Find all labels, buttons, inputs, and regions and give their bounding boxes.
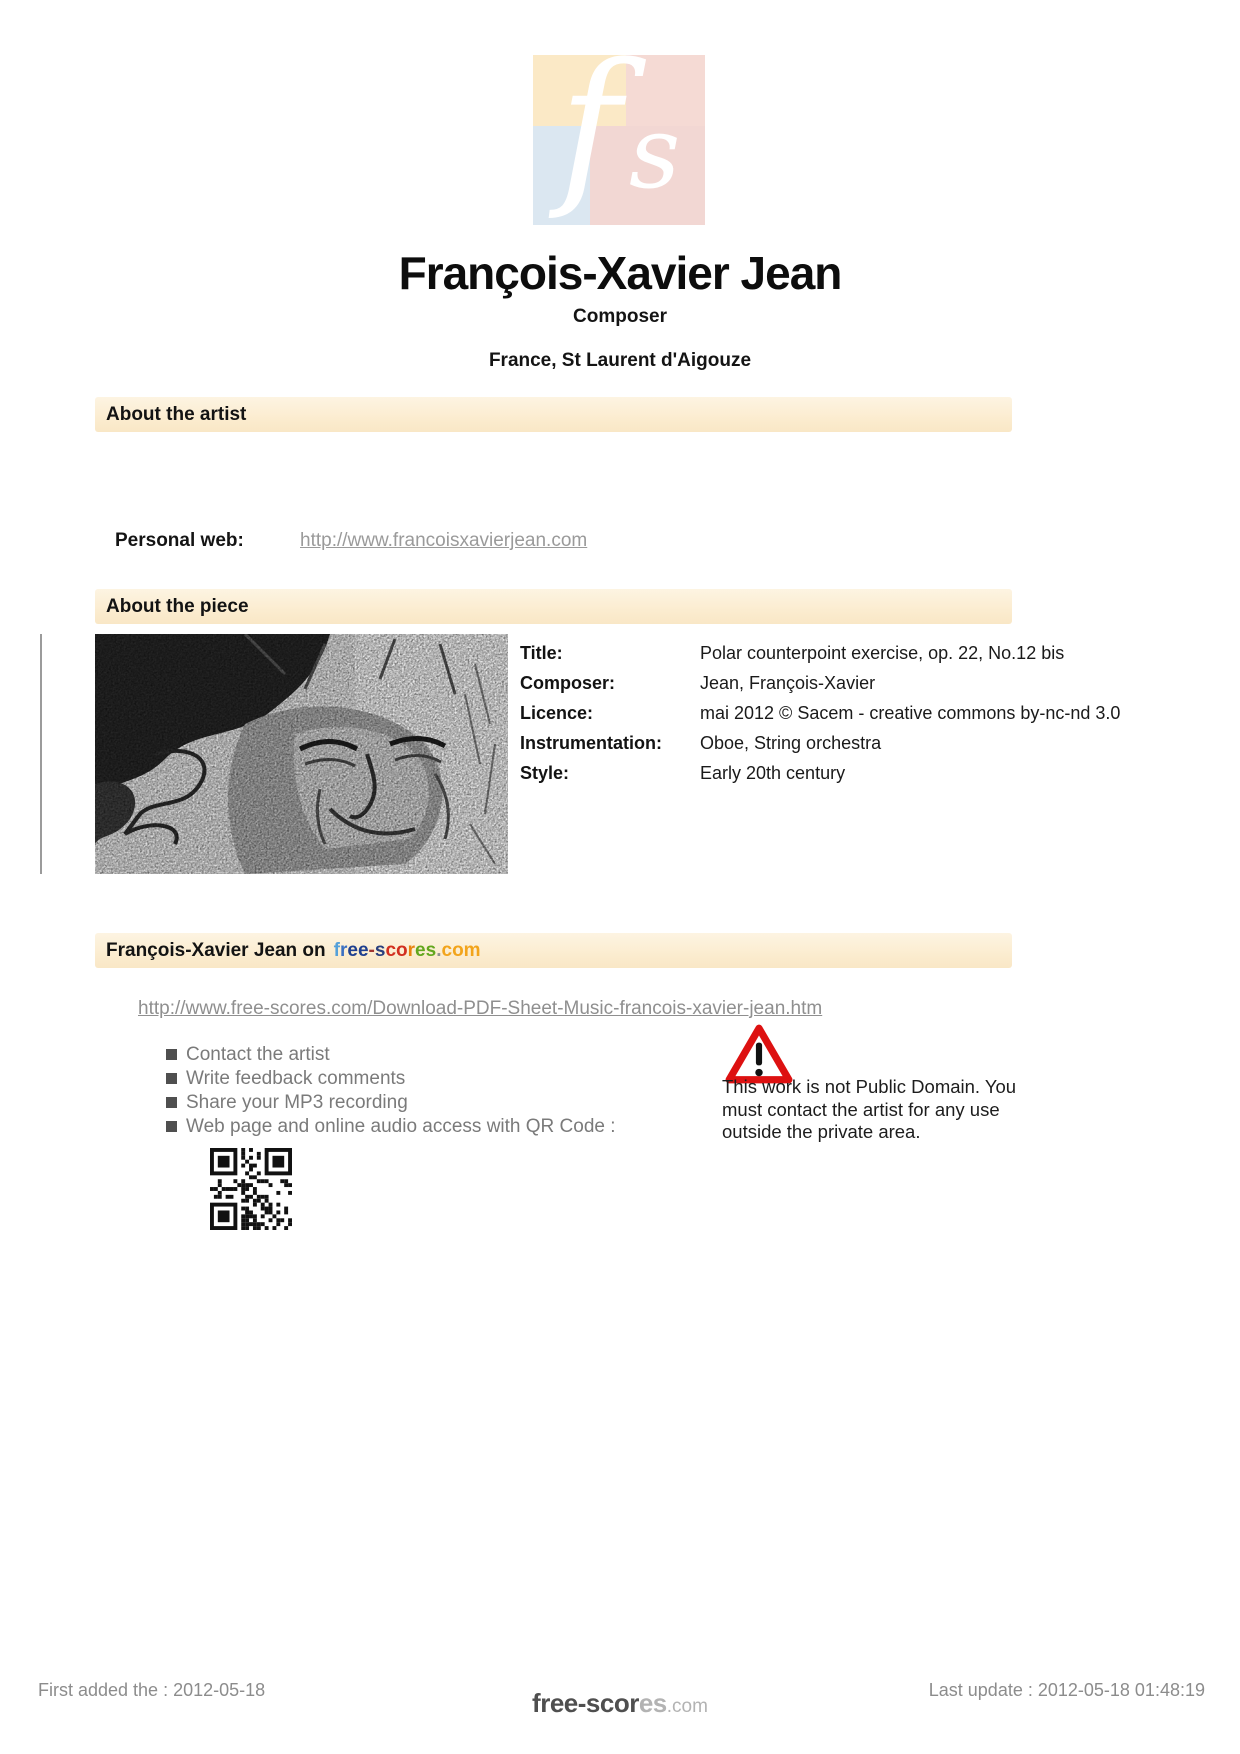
- brand-letter: e: [415, 940, 426, 961]
- bullet-square-icon: [166, 1121, 177, 1132]
- first-added-date: First added the : 2012-05-18: [38, 1680, 266, 1700]
- brand-letter: m: [463, 940, 481, 961]
- download-page-link[interactable]: http://www.free-scores.com/Download-PDF-Sheet-Music-francois-xavier-jean.htm: [138, 998, 823, 1019]
- piece-fields: [520, 638, 1120, 788]
- composer-location: France, St Laurent d'Aigouze: [488, 350, 752, 371]
- list-item: [166, 1043, 616, 1067]
- bullet-square-icon: [166, 1049, 177, 1060]
- brand-letter: e: [357, 940, 369, 961]
- logo-letter-s: s: [629, 94, 681, 211]
- logo-letter-f: f: [559, 27, 622, 223]
- bullet-list: [166, 1043, 616, 1139]
- field-row: [520, 668, 1120, 698]
- heading-prefix: François-Xavier Jean on: [106, 940, 326, 961]
- field-label: Licence:: [520, 703, 594, 723]
- field-row: [520, 698, 1120, 728]
- wordmark-light: es: [638, 1688, 667, 1718]
- bullet-square-icon: [166, 1073, 177, 1084]
- footer-wordmark: [0, 1688, 1240, 1719]
- brand-letter: c: [385, 940, 397, 961]
- field-value: mai 2012 © Sacem - creative commons by-nc-nd 3.0: [700, 703, 1121, 723]
- list-item-label: Web page and online audio access with QR Code :: [186, 1116, 616, 1137]
- field-row: [520, 728, 1120, 758]
- field-value: Polar counterpoint exercise, op. 22, No.12 bis: [700, 643, 1065, 663]
- brand-letter: r: [339, 940, 348, 961]
- list-item-label: Write feedback comments: [186, 1068, 406, 1089]
- brand-letter: s: [425, 940, 437, 961]
- brand-wordmark: [334, 940, 481, 961]
- field-value: Early 20th century: [700, 763, 846, 783]
- brand-letter: -: [368, 940, 375, 961]
- brand-letter: o: [396, 940, 408, 961]
- bullet-square-icon: [166, 1097, 177, 1108]
- list-item-label: Share your MP3 recording: [186, 1092, 408, 1113]
- field-label: Style:: [520, 763, 570, 783]
- list-item-label: Contact the artist: [186, 1044, 330, 1065]
- not-public-domain-notice: This work is not Public Domain. You must contact the artist for any use outside the private area.: [722, 1076, 1017, 1142]
- list-item: [166, 1115, 616, 1139]
- personal-web-link[interactable]: http://www.francoisxavierjean.com: [300, 530, 588, 551]
- free-scores-logo: [533, 27, 705, 225]
- left-margin-line: [40, 634, 42, 874]
- brand-letter: .: [436, 940, 442, 961]
- field-row: [520, 758, 1120, 788]
- brand-letter: f: [333, 940, 340, 961]
- section-heading-on-freescores: [95, 933, 1012, 968]
- artist-portrait-image: [95, 634, 508, 874]
- wordmark-suffix: .com: [666, 1696, 708, 1717]
- brand-letter: s: [374, 940, 386, 961]
- field-label: Title:: [520, 643, 563, 663]
- brand-letter: c: [441, 940, 453, 961]
- composer-role: Composer: [573, 306, 667, 327]
- brand-letter: o: [452, 940, 464, 961]
- wordmark-dark: free-scor: [532, 1688, 639, 1718]
- brand-letter: e: [347, 940, 358, 961]
- personal-web-label: Personal web:: [115, 530, 244, 551]
- section-heading-about-artist: About the artist: [95, 397, 1012, 432]
- section-heading-about-piece: About the piece: [95, 589, 1012, 624]
- field-label: Composer:: [520, 673, 616, 693]
- field-value: Oboe, String orchestra: [700, 733, 882, 753]
- list-item: [166, 1067, 616, 1091]
- field-row: [520, 638, 1120, 668]
- qr-code: [210, 1148, 292, 1230]
- brand-letter: r: [407, 940, 416, 961]
- composer-name-title: François-Xavier Jean: [398, 247, 842, 299]
- list-item: [166, 1091, 616, 1115]
- field-value: Jean, François-Xavier: [700, 673, 876, 693]
- last-update-timestamp: Last update : 2012-05-18 01:48:19: [928, 1680, 1205, 1700]
- field-label: Instrumentation:: [520, 733, 662, 753]
